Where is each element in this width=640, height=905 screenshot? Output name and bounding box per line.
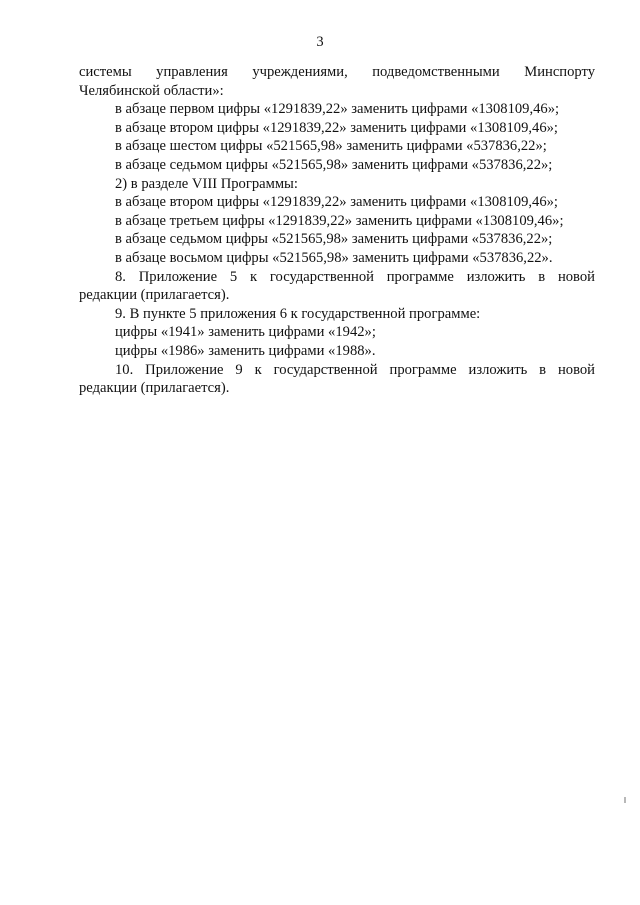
word: Приложение [138, 268, 218, 285]
amendment-line: в абзаце третьем цифры «1291839,22» заменить цифрами «1308109,46»; [115, 212, 564, 229]
word: к [250, 268, 258, 285]
document-body [79, 63, 595, 398]
word: новой [557, 268, 595, 285]
word: государственной [273, 361, 378, 378]
amendment-line: в абзаце шестом цифры «521565,98» заменить цифрами «537836,22»; [115, 138, 547, 155]
page-number: 3 [316, 34, 324, 50]
word: изложить [468, 361, 528, 378]
word: к [254, 361, 262, 378]
amendment-line: цифры «1941» заменить цифрами «1942»; [115, 324, 376, 341]
word: управления [156, 64, 228, 80]
amendment-line: в абзаце седьмом цифры «521565,98» заменить цифрами «537836,22»; [115, 156, 553, 173]
word: учреждениями, [252, 64, 348, 80]
word: 9 [235, 361, 243, 378]
word: Приложение [145, 361, 224, 378]
paragraph-line-18: редакции (прилагается). [79, 380, 230, 397]
paragraph-line-2: Челябинской области»: [79, 82, 224, 99]
word: новой [557, 361, 595, 378]
paragraph-line-1 [79, 63, 595, 82]
section-heading-line: 2) в разделе VIII Программы: [115, 175, 298, 192]
word: 5 [229, 268, 238, 285]
scan-mark [624, 797, 626, 803]
word: 8. [115, 268, 126, 285]
paragraph-line-14: 9. В пункте 5 приложения 6 к государственной программе: [115, 305, 481, 322]
word: программе [386, 268, 454, 285]
word: подведомственными [372, 64, 500, 80]
word: изложить [466, 268, 526, 285]
word: Минспорту [524, 64, 595, 80]
word: государственной [269, 268, 374, 285]
word: системы [79, 64, 132, 80]
word: программе [389, 361, 457, 378]
paragraph-line-17 [79, 361, 595, 380]
paragraph-line-13: редакции (прилагается). [79, 287, 230, 304]
amendment-line: в абзаце седьмом цифры «521565,98» заменить цифрами «537836,22»; [115, 231, 553, 248]
amendment-line: в абзаце втором цифры «1291839,22» заменить цифрами «1308109,46»; [115, 194, 558, 211]
word: 10. [115, 361, 134, 378]
amendment-line: цифры «1986» заменить цифрами «1988». [115, 342, 376, 359]
amendment-line: в абзаце первом цифры «1291839,22» заменить цифрами «1308109,46»; [115, 101, 560, 118]
word: в [539, 361, 547, 378]
amendment-line: в абзаце втором цифры «1291839,22» заменить цифрами «1308109,46»; [115, 119, 558, 136]
paragraph-line-12 [79, 268, 595, 287]
amendment-line: в абзаце восьмом цифры «521565,98» заменить цифрами «537836,22». [115, 249, 553, 266]
word: в [538, 268, 546, 285]
